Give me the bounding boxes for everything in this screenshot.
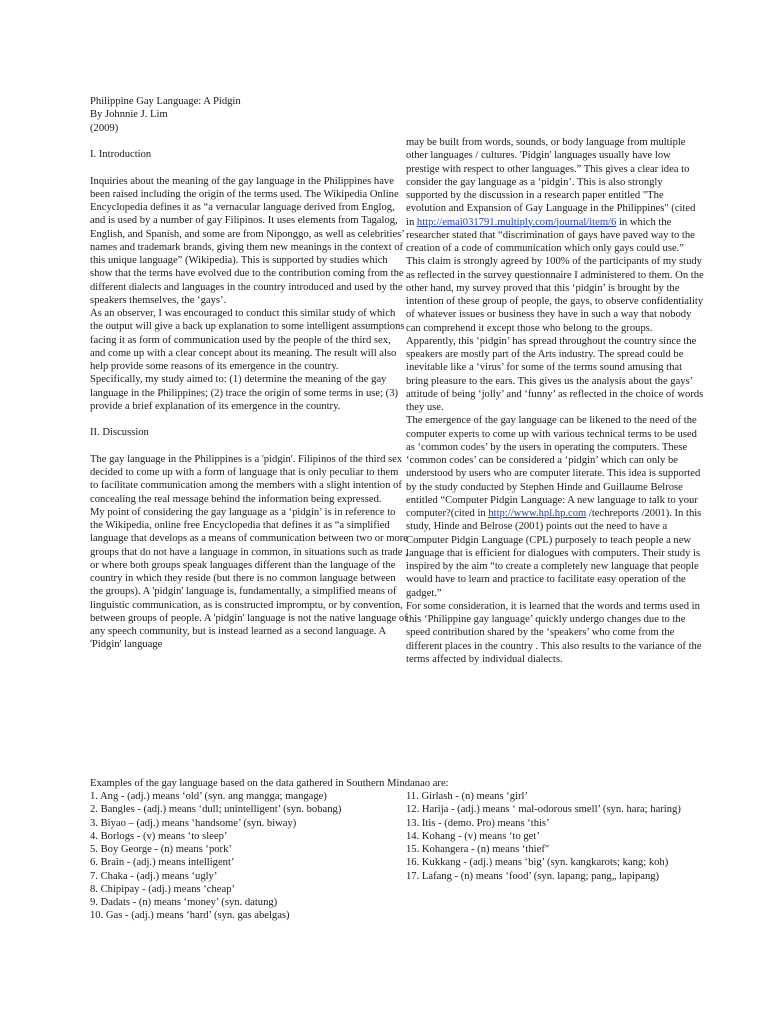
example-item: 4. Borlogs - (v) means ‘to sleep’ [90, 830, 228, 842]
example-item: 15. Kohangera - (n) means ‘thief" [406, 844, 550, 855]
paragraph-r4-text: The emergence of the gay language can be likened to the need of the computer experts to come up with various technical terms to be used as ‘common codes’ by the users in operating the computers. These ‘common codes’ can be considered a ‘pidgin’ which can only be understood by users who are computer literate. This idea is supported by the study conducted by Stephen Hinde and Guillaume Belrose entitled “Computer Pidgin Language: A new language to talk to your computer?(cited in [406, 415, 701, 519]
example-item: 7. Chaka - (adj.) means ‘ugly’ [90, 870, 218, 882]
example-item: 17. Lafang - (n) means ‘food’ (syn. lapang; pang„ lapipang) [406, 870, 660, 882]
example-item: 6. Brain - (adj.) means intelligent’ [90, 857, 235, 869]
document-title: Philippine Gay Language: A Pidgin [90, 96, 241, 107]
example-item: 11. Girlash - (n) means ‘girl’ [406, 791, 528, 802]
example-item: 2. Bangles - (adj.) means ‘dull; unintelligent’ (syn. bobang) [90, 804, 342, 816]
intro-paragraph-2: As an observer, I was encouraged to conduct this similar study of which the output will give a back up explanation to some intelligent assumptions facing it as form of communication used by the people of the third sex, and come up with a clear concept about its meaning. The result will also help provide some reasons of its emergence in the country. [90, 308, 405, 372]
paragraph-r1-after: in which the researcher stated that “discrimination of gays have paved way to the creation of a code of communication which only gays could use.” [406, 216, 695, 254]
document-year: (2009) [90, 122, 119, 134]
hpl-link[interactable]: http://www.hpl.hp.com [488, 508, 587, 519]
example-item: 8. Chipipay - (adj.) means ‘cheap’ [90, 883, 236, 895]
multiply-journal-link[interactable]: http://emai031791.multiply.com/journal/item/6 [416, 216, 617, 228]
left-column [90, 95, 408, 652]
example-item: 16. Kukkang - (adj.) means ‘big’ (syn. kangkarots; kang; koh) [406, 857, 669, 869]
discussion-paragraph-1: The gay language in the Philippines is a 'pidgin'. Filipinos of the third sex decided to come up with a form of language that is only peculiar to them to facilitate communication among the members with a slight intention of concealing the real message behind the information being expressed. [90, 453, 403, 505]
examples-list-right [406, 790, 706, 883]
discussion-paragraph-r4 [406, 414, 706, 600]
example-item: 12. Harija - (adj.) means ‘ mal-odorous smell’ (syn. hara; haring) [406, 804, 681, 816]
example-item: 9. Dadats - (n) means ‘money’ (syn. datung) [90, 897, 278, 908]
discussion-paragraph-r3: Apparently, this ‘pidgin’ has spread throughout the country since the speakers are mostly part of the Arts industry. The spread could be inevitable like a ‘virus’ for some of the terms sound amusing that bring pleasure to the ears. This gives us the analysis about the gays’ attitude of being ‘jolly’ and ‘funny’ as reflected in the choice of words they use. [406, 335, 704, 413]
document-author: By Johnnie J. Lim [90, 109, 168, 121]
examples-list-left [90, 790, 400, 923]
example-item: 10. Gas - (adj.) means ‘hard’ (syn. gas abelgas) [90, 910, 290, 922]
intro-paragraph-3: Specifically, my study aimed to: (1) determine the meaning of the gay language in the Philippines; (2) trace the origin of some terms in use; (3) provide a brief explanation of its emergence in the country. [90, 374, 399, 412]
introduction-heading: I. Introduction [90, 149, 152, 160]
discussion-paragraph-r2: This claim is strongly agreed by 100% of the participants of my study as reflected in the survey questionnaire I administered to them. On the other hand, my survey proved that this ‘pidgin’ is brought by the intention of these group of people, the gays, to observe confidentiality of whatever issues or business they have in such a way that nobody can comprehend it except those who belong to the groups. [406, 256, 704, 334]
right-column [406, 136, 706, 666]
intro-paragraph-1: Inquiries about the meaning of the gay language in the Philippines have been raised including the origin of the terms used. The Wikipedia Online Encyclopedia defines it as “a vernacular language derived from Englog, and is used by a number of gay Filipinos. It uses elements from Tagalog, English, and Spanish, and some are from Niponggo, as well as celebrities’ names and trademark brands, giving them new meanings in the context of this unique language” (Wikipedia). This is supported by studies which show that the terms have evolved due to the contribution coming from the different dialects and languages in the country introduced and used by the speakers themselves, the ‘gays’. [90, 175, 405, 306]
example-item: 5. Boy George - (n) means ‘pork’ [90, 844, 232, 855]
paragraph-r1-text: may be built from words, sounds, or body language from multiple other languages / cultures. 'Pidgin' languages usually have low prestige with respect to other languages.” This gives a clear idea to consider the gay language as a ‘pidgin’. This is also strongly supported by the discussion in a research paper entitled "The evolution and Expansion of Gay Language in the Philippines" (cited in [406, 137, 696, 228]
example-item: 14. Kohang - (v) means ‘to get’ [406, 830, 540, 842]
discussion-paragraph-r5: For some consideration, it is learned that the words and terms used in this ‘Philippine gay language’ quickly undergo changes due to the speed contribution shared by the ‘speakers’ who come from the different places in the country . This also results to the variance of the terms affected by individual dialects. [406, 600, 702, 665]
example-item: 1. Ang - (adj.) means ‘old’ (syn. ang mangga; mangage) [90, 791, 327, 802]
paragraph-r4-after: /techreports /2001). In this study, Hinde and Belrose (2001) points out the need to have a Computer Pidgin Language (CPL) purposely to teach people a new language that is efficient for dialogues with computers. Their study is inspired by the aim “to create a completely new language that people would have to learn and practice to facilitate easy operation of the gadget.” [406, 508, 702, 599]
examples-intro-line: Examples of the gay language based on the data gathered in Southern Mindanao are: [90, 778, 449, 789]
discussion-paragraph-r1 [406, 136, 706, 255]
discussion-paragraph-2: My point of considering the gay language as a ‘pidgin’ is in reference to the Wikipedia, online free Encyclopedia that defines it as “a simplified language that develops as a means of communication between two or more groups that do not have a language in common, in situations such as trade , or where both groups speak languages different than the language of the country in which they reside (but there is no common language between the groups). A 'pidgin' language is, fundamentally, a simplified means of linguistic communication, as is constructed impromptu, or by convention, between groups of people. A 'pidgin' language is not the native language of any speech community, but is instead learned as a second language. A 'Pidgin' language [90, 506, 409, 651]
example-item: 3. Biyao – (adj.) means ‘handsome’ (syn. biway) [90, 817, 297, 829]
example-item: 13. Itis - (demo. Pro) means ‘this’ [406, 817, 550, 829]
discussion-heading: II. Discussion [90, 427, 149, 439]
